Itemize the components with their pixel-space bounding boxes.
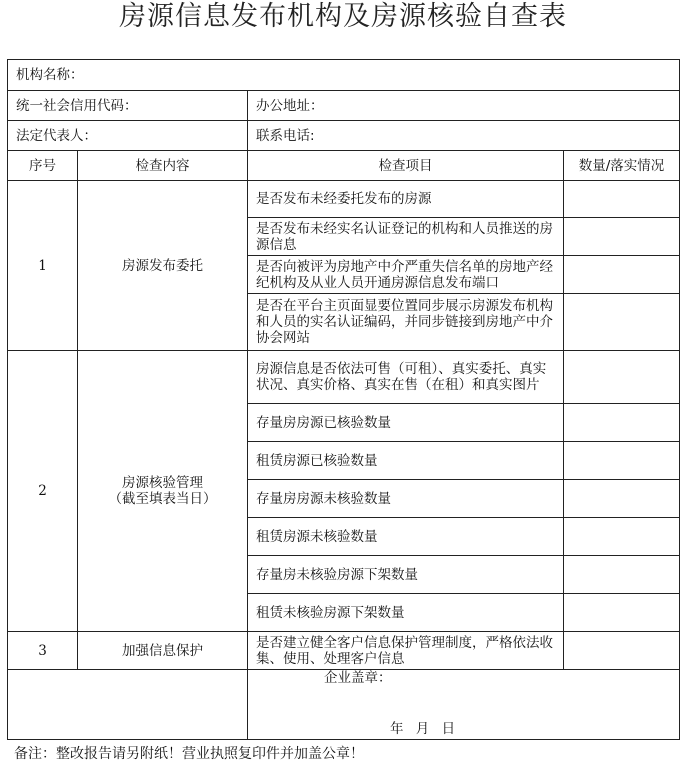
- credit-address-row: [8, 91, 680, 121]
- header-seq: 序号: [8, 151, 78, 181]
- section-2-seq: 2: [8, 351, 78, 632]
- section-2-content: [78, 351, 248, 632]
- self-check-table: [7, 59, 680, 740]
- section-2-status-7[interactable]: [564, 594, 680, 632]
- table-row: [8, 632, 680, 670]
- legal-phone-row: [8, 121, 680, 151]
- section-2-item-4: 存量房房源未核验数量: [248, 480, 564, 518]
- section-2-item-3: 租赁房源已核验数量: [248, 442, 564, 480]
- section-2-status-6[interactable]: [564, 556, 680, 594]
- seal-cell[interactable]: [248, 670, 680, 740]
- section-2-item-6: 存量房未核验房源下架数量: [248, 556, 564, 594]
- credit-code-field[interactable]: 统一社会信用代码：: [8, 91, 248, 121]
- header-content: 检查内容: [78, 151, 248, 181]
- table-row: [8, 351, 680, 404]
- section-3-item-1: 是否建立健全客户信息保护管理制度，严格依法收集、使用、处理客户信息: [248, 632, 564, 670]
- section-2-status-4[interactable]: [564, 480, 680, 518]
- section-2-content-line1: 房源核验管理: [122, 475, 203, 491]
- address-field[interactable]: 办公地址：: [248, 91, 680, 121]
- header-status: 数量/落实情况: [564, 151, 680, 181]
- section-2-item-1: 房源信息是否依法可售（可租）、真实委托、真实状况、真实价格、真实在售（在租）和真实图片: [248, 351, 564, 404]
- footnote: 备注：整改报告请另附纸！营业执照复印件并加盖公章！: [14, 746, 364, 762]
- org-name-field[interactable]: 机构名称：: [8, 60, 680, 91]
- section-3-seq: 3: [8, 632, 78, 670]
- section-1-item-3: 是否向被评为房地产中介严重失信名单的房地产经纪机构及从业人员开通房源信息发布端口: [248, 256, 564, 294]
- section-2-status-5[interactable]: [564, 518, 680, 556]
- form-title: 房源信息发布机构及房源核验自查表: [119, 1, 567, 32]
- seal-row: [8, 670, 680, 740]
- section-2-content-line2: （截至填表当日）: [108, 491, 217, 507]
- section-2-status-2[interactable]: [564, 404, 680, 442]
- section-1-item-2: 是否发布未经实名认证登记的机构和人员推送的房源信息: [248, 218, 564, 256]
- section-1-seq: 1: [8, 181, 78, 351]
- section-1-item-1: 是否发布未经委托发布的房源: [248, 181, 564, 218]
- section-1-status-1[interactable]: [564, 181, 680, 218]
- seal-label: 企业盖章：: [324, 670, 392, 686]
- section-1-status-2[interactable]: [564, 218, 680, 256]
- section-2-item-2: 存量房房源已核验数量: [248, 404, 564, 442]
- org-name-row: [8, 60, 680, 91]
- header-item: 检查项目: [248, 151, 564, 181]
- section-3-status-1[interactable]: [564, 632, 680, 670]
- section-2-status-3[interactable]: [564, 442, 680, 480]
- section-1-item-4: 是否在平台主页面显要位置同步展示房源发布机构和人员的实名认证编码，并同步链接到房地产中介协会网站: [248, 294, 564, 351]
- header-row: [8, 151, 680, 181]
- section-2-item-7: 租赁未核验房源下架数量: [248, 594, 564, 632]
- section-1-status-4[interactable]: [564, 294, 680, 351]
- seal-blank-cell: [8, 670, 248, 740]
- section-1-status-3[interactable]: [564, 256, 680, 294]
- phone-field[interactable]: 联系电话:: [248, 121, 680, 151]
- section-3-content: 加强信息保护: [78, 632, 248, 670]
- section-1-content: 房源发布委托: [78, 181, 248, 351]
- seal-date: 年 月 日: [390, 721, 456, 737]
- table-row: [8, 181, 680, 218]
- legal-rep-field[interactable]: 法定代表人：: [8, 121, 248, 151]
- section-2-item-5: 租赁房源未核验数量: [248, 518, 564, 556]
- section-2-status-1[interactable]: [564, 351, 680, 404]
